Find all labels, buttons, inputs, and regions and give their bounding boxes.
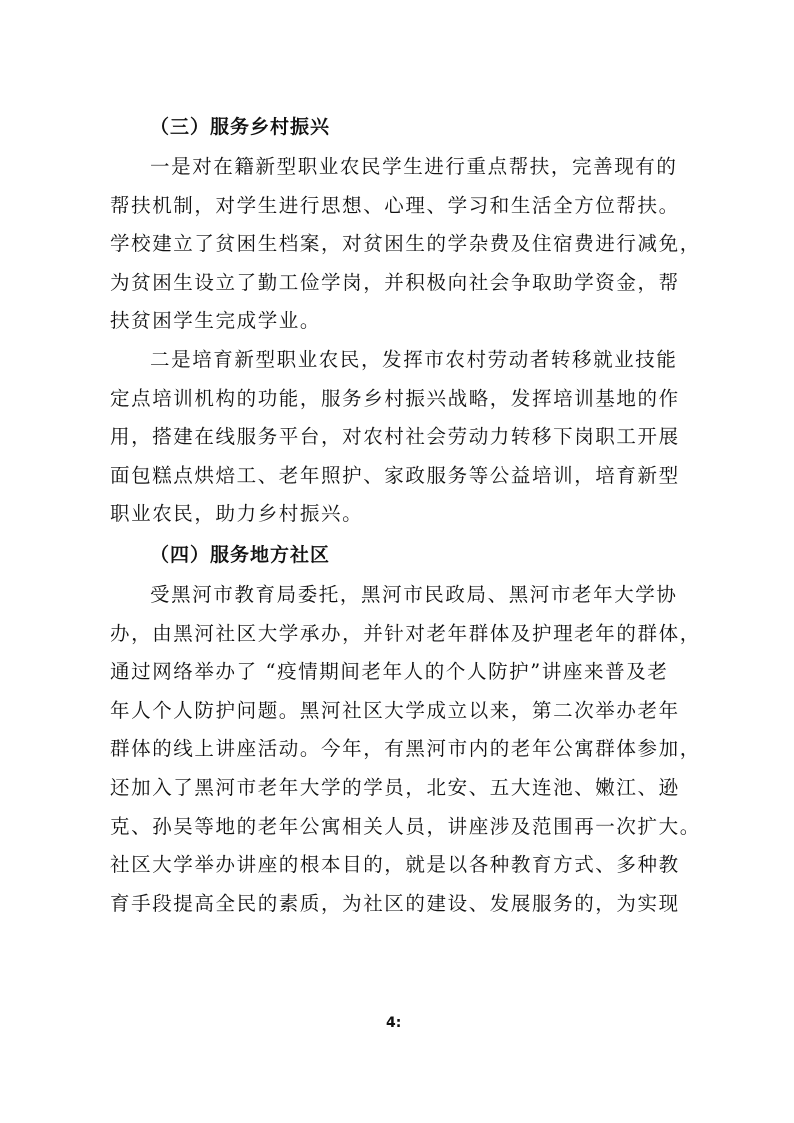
section-heading-community-service: （四）服务地方社区: [150, 543, 331, 566]
text-line: 一是对在籍新型职业农民学生进行重点帮扶，完善现有的: [150, 155, 678, 178]
text-line: 社区大学举办讲座的根本目的，就是以各种教育方式、多种教: [110, 853, 680, 877]
text-line: 职业农民，助力乡村振兴。: [110, 502, 364, 526]
page-number: 4:: [386, 1015, 402, 1031]
text-line: 育手段提高全民的素质，为社区的建设、发展服务的，为实现: [110, 891, 680, 915]
text-line: 帮扶机制，对学生进行思想、心理、学习和生活全方位帮扶。: [110, 193, 680, 217]
text-line: 定点培训机构的功能，服务乡村振兴战略，发挥培训基地的作: [110, 386, 680, 410]
text-line: 办，由黑河社区大学承办，并针对老年群体及护理老年的群体，: [110, 621, 701, 645]
text-line: 用，搭建在线服务平台，对农村社会劳动力转移下岗职工开展: [110, 425, 680, 449]
text-line: 还加入了黑河市老年大学的学员，北安、五大连池、嫩江、逊: [110, 775, 680, 799]
section-heading-rural-revitalization: （三）服务乡村振兴: [150, 116, 331, 138]
text-line: 年人个人防护问题。黑河社区大学成立以来，第二次举办老年: [110, 698, 680, 722]
page-content: [110, 106, 701, 923]
text-line: 克、孙吴等地的老年公寓相关人员，讲座涉及范围再一次扩大。: [110, 814, 701, 838]
text-line: 为贫困生设立了勤工俭学岗，并积极向社会争取助学资金，帮: [110, 270, 680, 294]
text-line: 群体的线上讲座活动。今年，有黑河市内的老年公寓群体参加，: [110, 737, 701, 761]
paragraph-farmer-training: [110, 341, 693, 534]
text-line: 通过网络举办了 “疫情期间老年人的个人防护”讲座来普及老: [110, 660, 669, 684]
text-line: 受黑河市教育局委托，黑河市民政局、黑河市老年大学协: [150, 582, 678, 606]
text-line: 面包糕点烘焙工、老年照护、家政服务等公益培训，培育新型: [110, 463, 680, 487]
paragraph-elderly-lecture: [110, 576, 701, 923]
text-line: 扶贫困学生完成学业。: [110, 309, 322, 333]
text-line: 学校建立了贫困生档案，对贫困生的学杂费及住宿费进行减免，: [110, 232, 701, 256]
paragraph-student-support: [110, 148, 701, 341]
text-line: 二是培育新型职业农民，发挥市农村劳动者转移就业技能: [150, 347, 678, 371]
